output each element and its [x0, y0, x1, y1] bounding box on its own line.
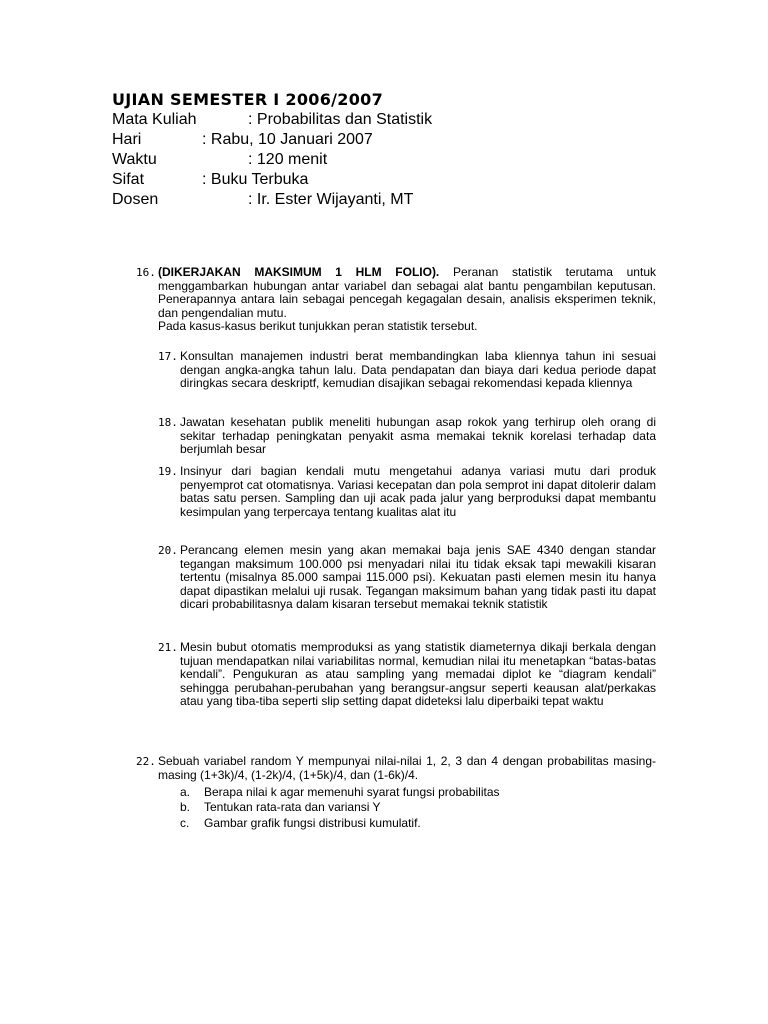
case-21: [158, 641, 656, 709]
question-22: [136, 755, 656, 782]
option-letter: c.: [180, 816, 190, 830]
info-label: Hari: [112, 131, 142, 148]
case-number: 21.: [158, 641, 178, 654]
case-text: Insinyur dari bagian kendali mutu mengetahui adanya variasi mutu dari produk penyemprot cat otomatisnya. Variasi kecepatan dan pola semprot ini dapat ditolerir dalam batas satu persen. Sampling dan uji acak pada jalur yang berproduksi dapat membantu kesimpulan yang terpercaya tentang kualitas alat itu: [180, 464, 656, 519]
info-label: Waktu: [112, 151, 157, 168]
exam-header: [112, 90, 552, 210]
case-number: 17.: [158, 350, 178, 363]
info-value: : 120 menit: [248, 151, 328, 168]
question-number: 16.: [136, 266, 156, 279]
info-value: : Buku Terbuka: [202, 171, 309, 188]
option-letter: a.: [180, 785, 191, 799]
case-20: [158, 544, 656, 612]
question-intro: [136, 266, 656, 320]
case-17: [158, 350, 656, 391]
case-text: Mesin bubut otomatis memproduksi as yang statistik diameternya dikaji berkala dengan tujuan mendapatkan nilai variabilitas normal, kemudian nilai itu menetapkan “batas-batas kendali”. Pengukuran as atau sampling yang memadai diplot ke “diagram kendali” sehingga perubahan-perubahan yang berangsur-angsur seperti keausan alat/perkakas atau yang tiba-tiba seperti slip setting dapat dideteksi lalu diperbaiki tepat waktu: [180, 640, 656, 708]
info-row-day: [112, 130, 552, 150]
info-value: : Ir. Ester Wijayanti, MT: [248, 191, 414, 208]
question-text: Sebuah variabel random Y mempunyai nilai-nilai 1, 2, 3 dan 4 dengan probabilitas masing-masing (1+3k)/4, (1-2k)/4, (1+5k)/4, dan (1-6k)/4.: [158, 754, 656, 782]
case-text: Konsultan manajemen industri berat membandingkan laba kliennya tahun ini sesuai dengan angka-angka tahun lalu. Data pendapatan dan biaya dari kedua periode dapat diringkas secara deskriptf, kemudian disajikan sebagai rekomendasi kepada kliennya: [180, 349, 656, 390]
option-text: Tentukan rata-rata dan variansi Y: [204, 800, 381, 814]
case-18: [158, 416, 656, 457]
case-number: 20.: [158, 544, 178, 557]
info-label: Sifat: [112, 171, 145, 188]
option-letter: b.: [180, 800, 191, 814]
info-row-time: [112, 150, 552, 170]
option-text: Gambar grafik fungsi distribusi kumulatif.: [204, 816, 421, 830]
info-value: : Rabu, 10 Januari 2007: [202, 131, 373, 148]
exam-title: UJIAN SEMESTER I 2006/2007: [112, 90, 384, 109]
option-text: Berapa nilai k agar memenuhi syarat fungsi probabilitas: [204, 785, 500, 799]
case-text: Jawatan kesehatan publik meneliti hubungan asap rokok yang terhirup oleh orang di sekitar terhadap peningkatan penyakit asma memakai teknik korelasi terhadap data berjumlah besar: [180, 415, 656, 456]
info-value: : Probabilitas dan Statistik: [248, 111, 433, 128]
case-text: Perancang elemen mesin yang akan memakai baja jenis SAE 4340 dengan standar tegangan maksimum 100.000 psi menyadari nilai itu tidak eksak tapi mewakili kisaran tertentu (misalnya 85.000 sampai 115.000 psi). Kekuatan pasti elemen mesin itu hanya dapat dipastikan melalui uji rusak. Tegangan maksimum bahan yang tidak pasti itu dapat dicari probabilitasnya dalam kisaran tersebut memakai teknik statistik: [180, 543, 656, 611]
info-label: Mata Kuliah: [112, 111, 197, 128]
question-number: 22.: [136, 755, 156, 768]
info-row-type: [112, 170, 552, 190]
info-row-course: [112, 110, 552, 130]
question-bold-note: (DIKERJAKAN MAKSIMUM 1 HLM FOLIO).: [158, 265, 440, 279]
question-16: [136, 266, 656, 334]
info-row-lecturer: [112, 190, 552, 210]
question-instruction: Pada kasus-kasus berikut tunjukkan peran statistik tersebut.: [158, 319, 478, 333]
case-number: 19.: [158, 465, 178, 478]
case-number: 18.: [158, 416, 178, 429]
case-19: [158, 465, 656, 519]
info-label: Dosen: [112, 191, 159, 208]
question-text: Peranan statistik terutama untuk menggambarkan hubungan antar variabel dan sebagai alat bantu pengambilan keputusan. Penerapannya antara lain sebagai pencegah kegagalan desain, analisis eksperimen teknik, dan pengendalian mutu.: [158, 265, 656, 320]
